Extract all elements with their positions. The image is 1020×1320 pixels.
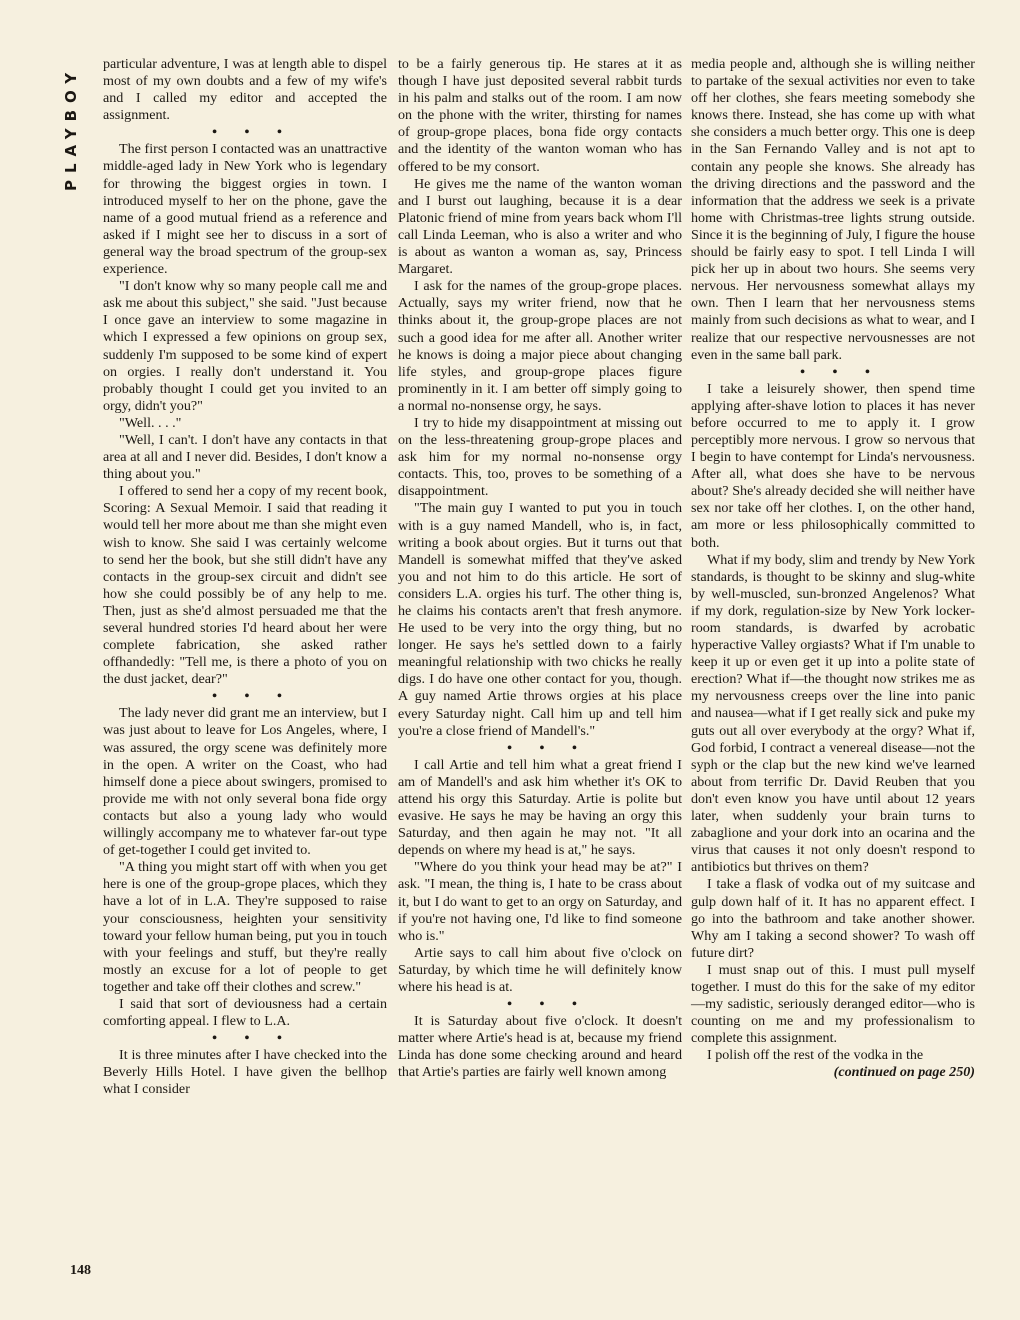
article-paragraph: I take a flask of vodka out of my suitcase and gulp down half of it. It has no apparent effect. I go into the bathroom and take another shower. Why am I taking a second shower? To wash off future dirt? [691, 876, 975, 961]
article-paragraph: "Well, I can't. I don't have any contacts in that area at all and I never did. Besides, I don't know a thing about you." [103, 431, 387, 483]
article-column-2 [398, 56, 682, 1081]
page-number: 148 [70, 1263, 91, 1278]
article-paragraph: "Well. . . ." [119, 414, 182, 431]
article-paragraph: "I don't know why so many people call me and ask me about this subject," she said. "Just because I once gave an interview to some magazine in which I expressed a few opinions on group sex, suddenly I'm supposed to be some kind of expert on orgies. I really don't understand it. You probably thought I could get you invited to an orgy, didn't you?" [103, 278, 387, 414]
section-break: • • • [212, 1031, 294, 1047]
section-break: • • • [212, 125, 294, 141]
article-paragraph: I ask for the names of the group-grope places. Actually, says my writer friend, now that he thinks about it, the group-grope places are not such a good idea for me after all. Another writer he knows is doing a major piece about changing life styles, and group-grope places figure prominently in it. I am better off simply going to a normal no-nonsense orgy, he says. [398, 278, 682, 414]
continued-note: (continued on page 250) [833, 1064, 975, 1081]
article-paragraph: "The main guy I wanted to put you in touch with is a guy named Mandell, who is, in fact, writing a book about orgies. But it turns out that Mandell is somewhat miffed that they've asked you and not him to do this article. He sort of considers L.A. orgies his turf. The other thing is, he claims his contacts aren't that fresh anymore. He used to be very into the orgy thing, but no longer. He says he's settled down to a fairly meaningful relationship with two chicks he really digs. I do have one other contact for you, though. A guy named Artie throws orgies at his place every Saturday night. Call him up and tell him you're a close friend of Mandell's." [398, 500, 682, 739]
article-paragraph: media people and, although she is willing neither to partake of the sexual activities nor even to take off her clothes, she fears meeting somebody she knows there. Instead, she has come up with what she considers a much better orgy. This one is deep in the San Fernando Valley and is not apt to contain any people she knows. She already has the driving directions and the password and the information that the address we seek is a private home with Christmas-tree lights strung outside. Since it is the beginning of July, I figure the house should be fairly easy to spot. I tell Linda I will pick her up in about two hours. She seems very nervous. Her nervousness somewhat allays my own. Then I learn that her nervousness stems mainly from such decisions as what to wear, and I realize that our respective nervousnesses are not even in the same ball park. [691, 56, 975, 363]
section-break: • • • [212, 689, 294, 705]
article-paragraph: Artie says to call him about five o'clock on Saturday, by which time he will definitely know where his head is at. [398, 944, 682, 995]
article-paragraph: I offered to send her a copy of my recent book, Scoring: A Sexual Memoir. I said that reading it would tell her more about me than she might even wish to know. She said I was certainly welcome to send her the book, but she still didn't have any contacts in the group-sex circuit and didn't see how she could possibly be of any help to me. Then, just as she'd almost persuaded me that the several hundred stories I'd heard about her were complete fabrication, she asked rather offhandedly: "Tell me, is there a photo of you on the dust jacket, dear?" [103, 483, 387, 688]
section-break: • • • [507, 740, 589, 756]
article-paragraph: I said that sort of deviousness had a certain comforting appeal. I flew to L.A. [103, 995, 387, 1030]
article-paragraph: It is Saturday about five o'clock. It doesn't matter where Artie's head is at, because my friend Linda has done some checking around and heard that Artie's parties are fairly well known among [398, 1013, 682, 1081]
article-paragraph: particular adventure, I was at length able to dispel most of my own doubts and a few of my wife's and I called my editor and accepted the assignment. [103, 56, 387, 124]
article-paragraph: I try to hide my disappointment at missing out on the less-threatening group-grope places and ask him for my normal no-nonsense orgy contacts. This, too, proves to be something of a disappointment. [398, 414, 682, 500]
article-paragraph: I must snap out of this. I must pull myself together. I must do this for the sake of my editor—my sadistic, seriously deranged editor—who is counting on me and my professionalism to complete this assignment. [691, 961, 975, 1047]
article-paragraph: "A thing you might start off with when you get here is one of the group-grope places, which they have a lot of in L.A. They're supposed to raise your consciousness, heighten your sensitivity toward your fellow human being, put you in touch with your feelings and stuff, but they're really mostly an excuse for a lot of people to get together and take off their clothes and screw." [103, 859, 387, 995]
section-break: • • • [800, 364, 882, 380]
article-paragraph: He gives me the name of the wanton woman and I burst out laughing, because it is a dear Platonic friend of mine from years back whom I'll call Linda Leeman, who is also a writer and who is about as wanton a woman as, say, Princess Margaret. [398, 175, 682, 278]
article-paragraph: I take a leisurely shower, then spend time applying after-shave lotion to places it has never before occurred to me to apply it. I grow perceptibly more nervous. I grow so nervous that I begin to have contempt for Linda's nervousness. After all, what does she have to be nervous about? She's already decided she will neither have sex nor take off her clothes. I, on the other hand, am more or less philosophically committed to both. [691, 380, 975, 551]
article-paragraph: The first person I contacted was an unattractive middle-aged lady in New York who is legendary for throwing the biggest orgies in town. I introduced myself to her on the phone, gave the name of a good mutual friend as a reference and asked if I might see her to discuss in a sort of general way the broad spectrum of the group-sex experience. [103, 141, 387, 278]
article-paragraph: to be a fairly generous tip. He stares at it as though I have just deposited several rabbit turds in his palm and stalks out of the room. I am now on the phone with the writer, thirsting for names of group-grope places, bona fide orgy contacts and the identity of the wanton woman who has offered to be my consort. [398, 56, 682, 175]
magazine-masthead: PLAYBOY [62, 65, 80, 191]
article-paragraph: I polish off the rest of the vodka in the [707, 1047, 924, 1064]
article-paragraph: "Where do you think your head may be at?" I ask. "I mean, the thing is, I hate to be crass about it, but I do want to get to an orgy on Saturday, and if you're not having one, I'd like to find someone who is." [398, 859, 682, 944]
article-column-1 [103, 56, 387, 1098]
article-column-3 [691, 56, 975, 1082]
article-paragraph: It is three minutes after I have checked into the Beverly Hills Hotel. I have given the bellhop what I consider [103, 1047, 387, 1098]
article-paragraph: The lady never did grant me an interview, but I was just about to leave for Los Angeles, where, I was assured, the orgy scene was definitely more in the open. A writer on the Coast, who had himself done a piece about swingers, promised to provide me with not only several bona fide orgy contacts but also a young lady who would willingly accompany me to whatever far-out type of get-together I could get invited to. [103, 705, 387, 859]
section-break: • • • [507, 997, 589, 1013]
article-paragraph: I call Artie and tell him what a great friend I am of Mandell's and ask him whether it's OK to attend his orgy this Saturday. Artie is polite but evasive. He says he may be having an orgy this Saturday, and then again he may not. "It all depends on where my head is at," he says. [398, 756, 682, 859]
article-paragraph: What if my body, slim and trendy by New York standards, is thought to be skinny and slug-white by well-muscled, sun-bronzed Angelenos? What if my dork, regulation-size by New York locker-room standards, is dwarfed by acrobatic hyperactive Valley orgiasts? What if I'm unable to keep it up or even get it up into a polite state of erection? What if—the thought now strikes me as my nervousness creeps over the line into panic and nausea—what if I get really sick and puke my guts out all over everybody at the orgy? What if, God forbid, I contract a venereal disease—not the syph or the clap but the new kind we've learned about from terrific Dr. David Reuben that you don't even know you have until about 12 years later, when suddenly your brain turns to zabaglione and your dork into an ocarina and the virus that causes it not only doesn't respond to antibiotics but thrives on them? [691, 551, 976, 876]
